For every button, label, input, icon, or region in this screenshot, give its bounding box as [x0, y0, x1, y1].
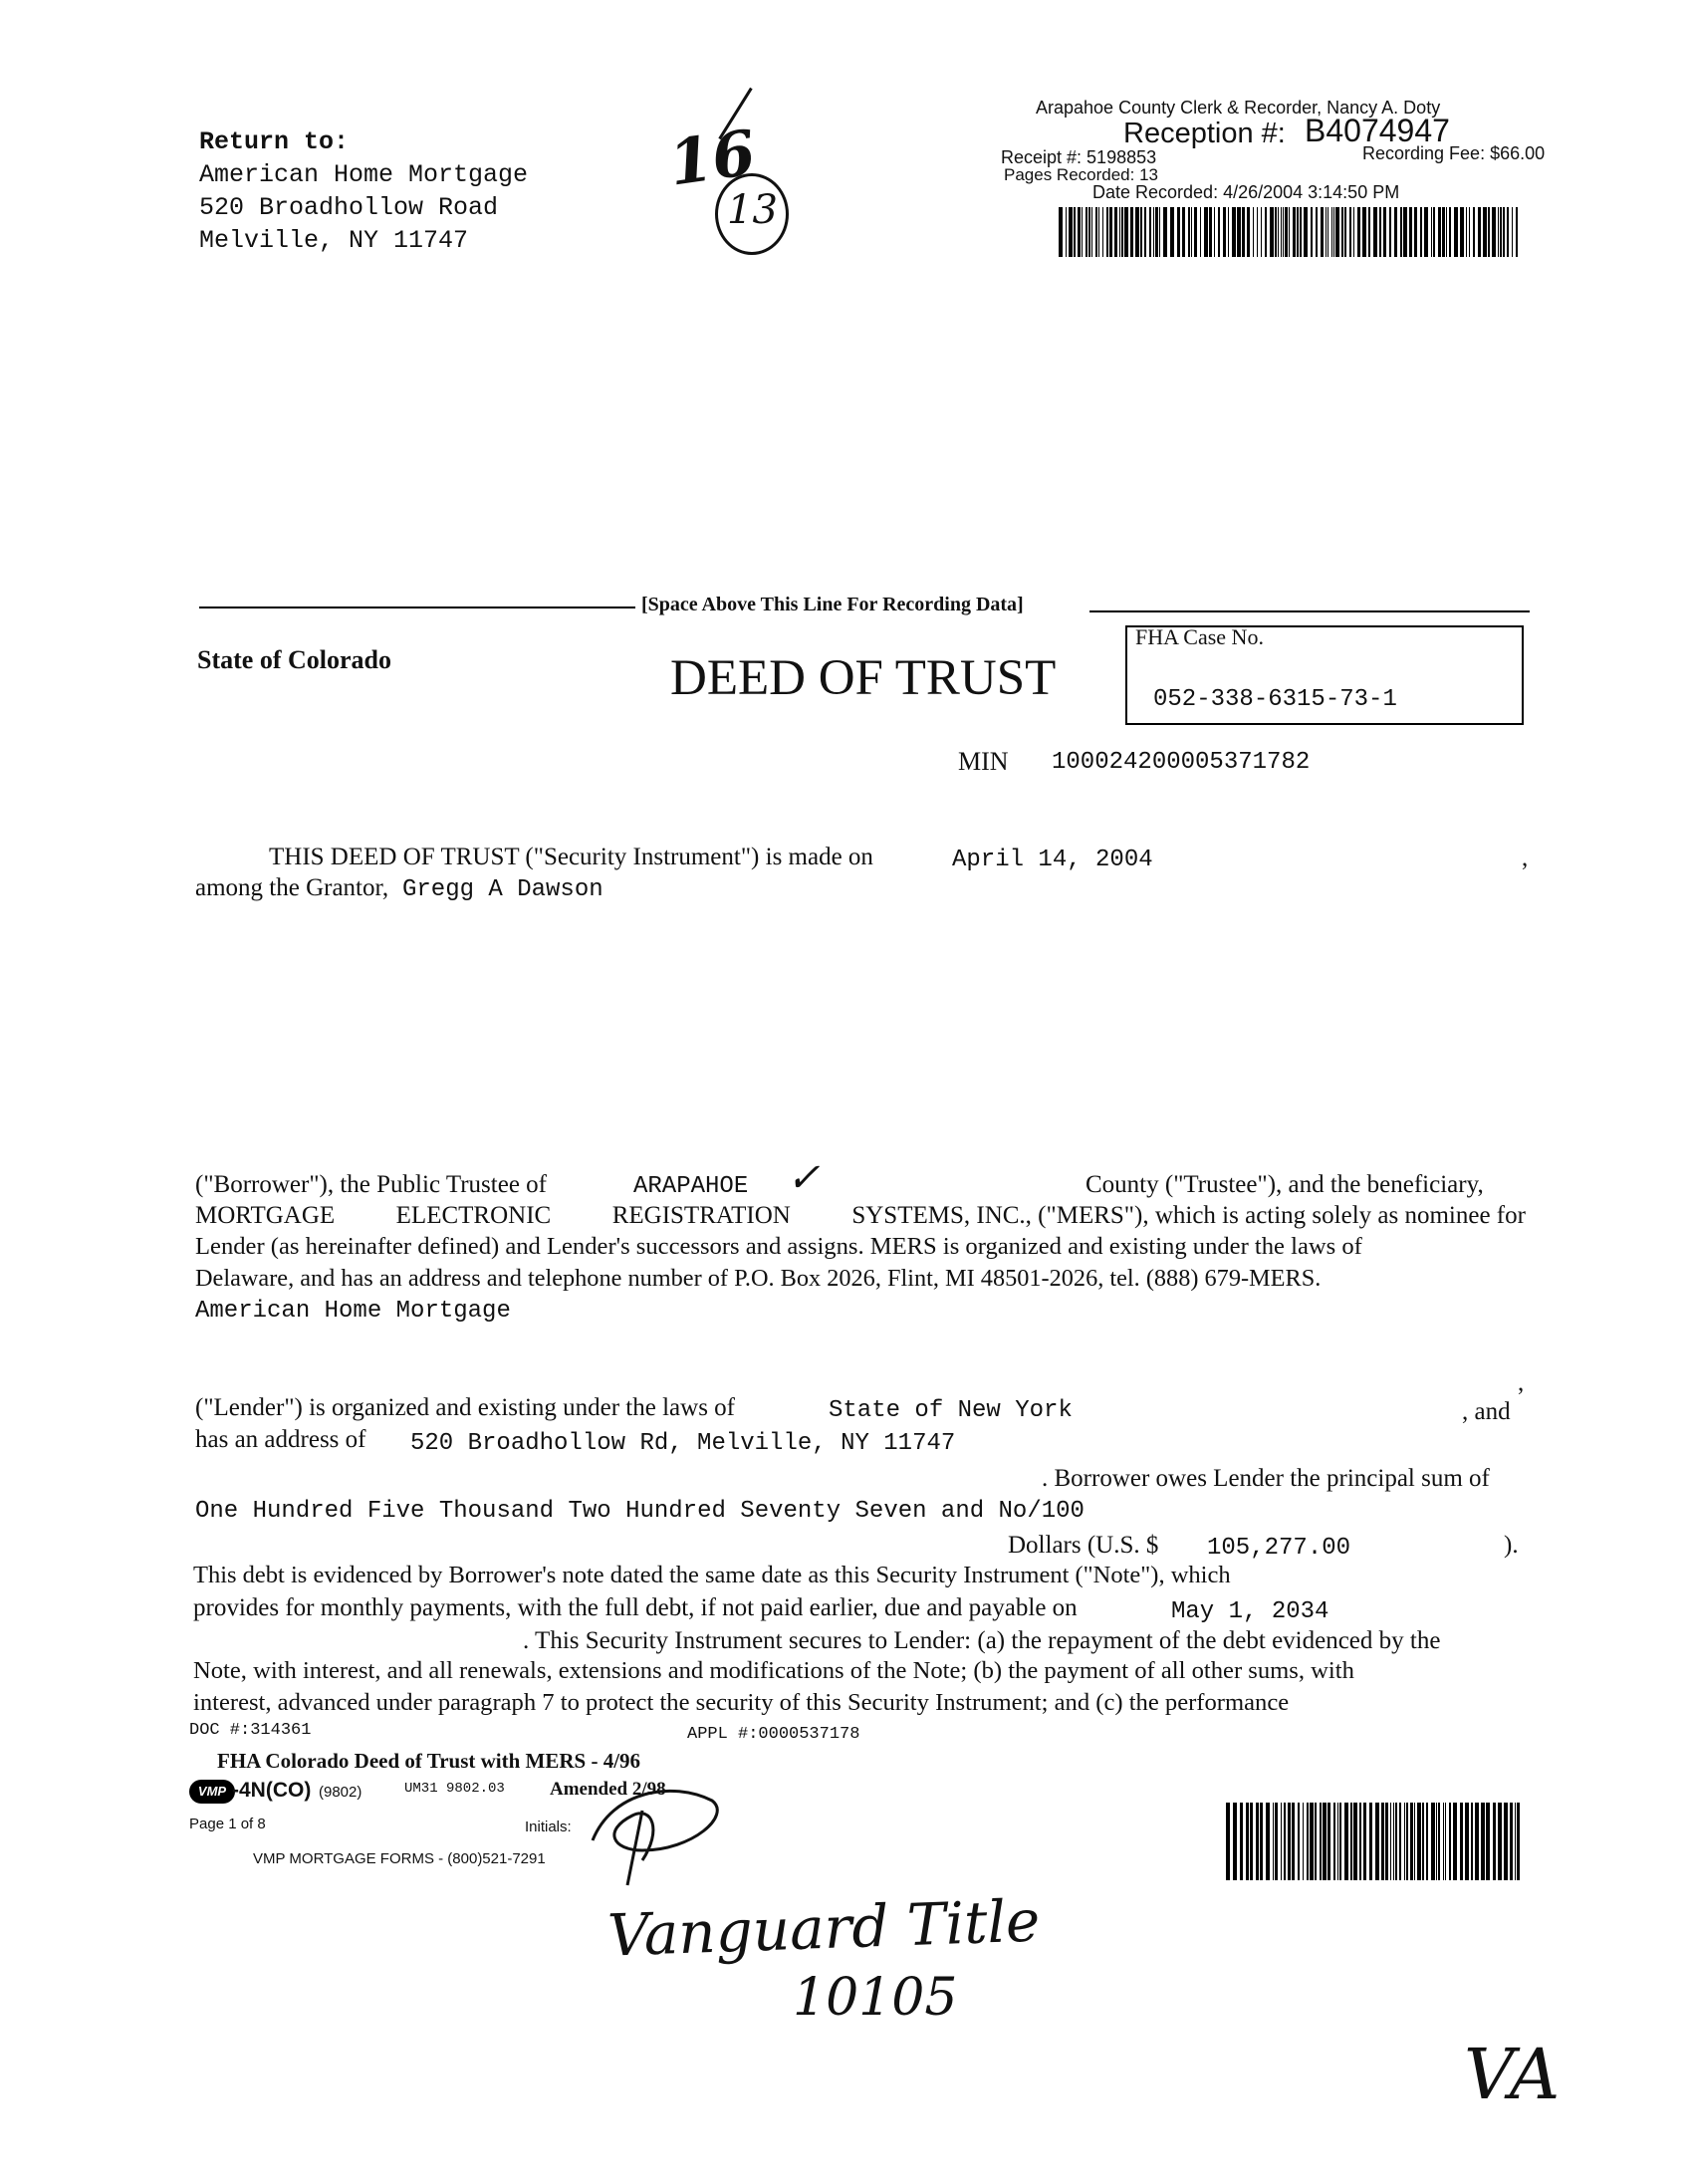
secures-line: interest, advanced under paragraph 7 to protect the security of this Security Instrument; and (c) the performance — [193, 1689, 1290, 1716]
mers-word: ELECTRONIC — [395, 1202, 552, 1229]
return-address-line: Melville, NY 11747 — [199, 226, 469, 255]
document-title: DEED OF TRUST — [670, 650, 1057, 706]
form-title: FHA Colorado Deed of Trust with MERS - 4/96 — [217, 1749, 641, 1773]
checkmark-icon: ✓ — [787, 1155, 821, 1201]
return-address-line: American Home Mortgage — [199, 160, 529, 189]
mers-line: Lender (as hereinafter defined) and Lender's successors and assigns. MERS is organized and existing under the laws of — [195, 1233, 1362, 1260]
intro-text: THIS DEED OF TRUST ("Security Instrument") is made on — [269, 844, 873, 870]
borrower-text-cont: County ("Trustee"), and the beneficiary, — [1086, 1171, 1484, 1198]
form-code-date: (9802) — [319, 1784, 362, 1801]
maturity-date: May 1, 2034 — [1171, 1598, 1329, 1625]
handwritten-order-number: 10105 — [793, 1968, 958, 2028]
mers-word: MORTGAGE — [195, 1202, 336, 1229]
principal-text: . Borrower owes Lender the principal sum of — [1042, 1465, 1490, 1492]
page-number: Page 1 of 8 — [189, 1816, 266, 1832]
instrument-date: April 14, 2004 — [952, 847, 1153, 873]
min-number: 100024200005371782 — [1052, 749, 1311, 776]
lender-name: American Home Mortgage — [195, 1298, 511, 1325]
mers-word: SYSTEMS, INC., ("MERS"), which is acting solely as nominee for — [851, 1202, 1526, 1229]
initials-signature-icon — [583, 1771, 732, 1890]
min-label: MIN — [958, 747, 1009, 776]
vendor-info: VMP MORTGAGE FORMS - (800)521-7291 — [253, 1850, 546, 1867]
lender-address: 520 Broadhollow Rd, Melville, NY 11747 — [410, 1430, 956, 1457]
secures-line: . This Security Instrument secures to Lender: (a) the repayment of the debt evidenced by the — [523, 1627, 1441, 1654]
amount-close: ). — [1504, 1532, 1519, 1559]
grantor-name: Gregg A Dawson — [402, 876, 603, 903]
mers-line — [195, 1202, 1526, 1230]
barcode-icon — [1226, 1803, 1525, 1880]
pages-recorded: Pages Recorded: 13 — [1004, 165, 1158, 184]
borrower-text: ("Borrower"), the Public Trustee of — [195, 1171, 548, 1198]
return-address-block — [199, 125, 528, 257]
secures-line: Note, with interest, and all renewals, extensions and modifications of the Note; (b) the payment of all other sums, with — [193, 1657, 1354, 1684]
reception-label: Reception #: — [1123, 118, 1286, 149]
return-address-line: 520 Broadhollow Road — [199, 193, 499, 222]
space-above-line-label: [Space Above This Line For Recording Data] — [641, 594, 1024, 615]
state-heading: State of Colorado — [197, 645, 391, 674]
punctuation-comma: , — [1518, 1369, 1525, 1396]
doc-number: DOC #:314361 — [189, 1721, 312, 1740]
principal-amount: 105,277.00 — [1207, 1535, 1351, 1562]
handwritten-title-company: Vanguard Title — [605, 1886, 1042, 1970]
dollars-label: Dollars (U.S. $ — [1008, 1532, 1159, 1559]
handwritten-mark: 16 — [664, 116, 760, 200]
lender-text: ("Lender") is organized and existing under the laws of — [195, 1394, 736, 1421]
date-recorded: Date Recorded: 4/26/2004 3:14:50 PM — [1092, 182, 1400, 202]
mers-word: REGISTRATION — [611, 1202, 791, 1229]
handwritten-initials: VA — [1464, 2034, 1561, 2115]
lender-address-label: has an address of — [195, 1426, 366, 1453]
trustee-county: ARAPAHOE — [633, 1173, 749, 1200]
reception-number: B4074947 — [1305, 113, 1450, 148]
punctuation-comma: , — [1522, 845, 1529, 871]
lender-state: State of New York — [829, 1397, 1073, 1424]
amended-date: Amended 2/98 — [550, 1779, 666, 1800]
lender-text-and: , and — [1462, 1398, 1511, 1425]
recording-fee: Recording Fee: $66.00 — [1362, 143, 1546, 163]
appl-number: APPL #:0000537178 — [687, 1725, 860, 1744]
divider — [1089, 610, 1530, 612]
fha-case-number: 052-338-6315-73-1 — [1153, 686, 1397, 713]
initials-label: Initials: — [525, 1819, 572, 1835]
um-code: UM31 9802.03 — [404, 1781, 505, 1797]
grantor-label: among the Grantor, — [195, 874, 389, 901]
note-line: This debt is evidenced by Borrower's note dated the same date as this Security Instrument ("Note"), which — [193, 1562, 1231, 1588]
note-line: provides for monthly payments, with the full debt, if not paid earlier, due and payable on — [193, 1594, 1078, 1621]
handwritten-circled-number: 13 — [727, 187, 778, 233]
recorder-clerk: Arapahoe County Clerk & Recorder, Nancy A. Doty — [1036, 98, 1441, 118]
divider — [199, 607, 635, 608]
fha-case-label: FHA Case No. — [1135, 624, 1264, 649]
return-to-label: Return to: — [199, 127, 350, 156]
amount-words: One Hundred Five Thousand Two Hundred Seventy Seven and No/100 — [195, 1498, 1085, 1525]
mers-line: Delaware, and has an address and telephone number of P.O. Box 2026, Flint, MI 48501-2026, tel. (888) 679-MERS. — [195, 1265, 1322, 1292]
vmp-logo: VMP — [189, 1780, 235, 1804]
receipt-number: Receipt #: 5198853 — [1001, 147, 1157, 167]
barcode-icon — [1059, 207, 1523, 257]
form-code: -4N(CO) — [232, 1779, 312, 1802]
